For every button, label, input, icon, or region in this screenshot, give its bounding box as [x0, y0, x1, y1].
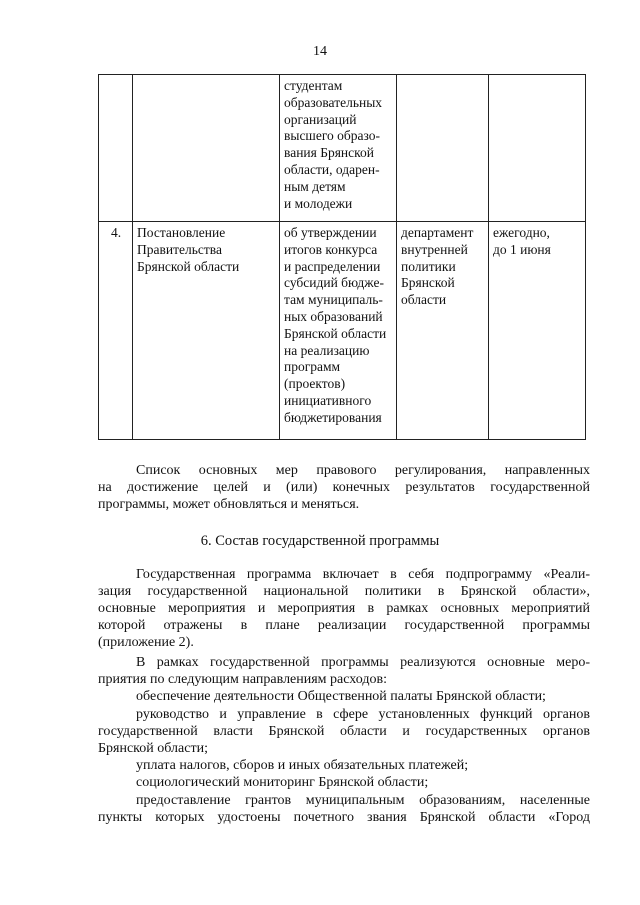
- directions-intro-line: приятия по следующим направлениям расходов:: [98, 672, 387, 687]
- table-cell-number: 4.: [99, 222, 133, 440]
- composition-line: Государственная программа включает в себя подпрограмму «Реали-: [136, 567, 590, 582]
- table-cell-document: [133, 75, 280, 222]
- composition-line: основные мероприятия и мероприятия в рамках основных мероприятий: [98, 601, 590, 616]
- table-cell-deadline: ежегодно, до 1 июня: [489, 222, 586, 440]
- legal-regulation-table: [98, 74, 586, 440]
- direction-item: обеспечение деятельности Общественной палаты Брянской области;: [136, 689, 546, 704]
- table-row: [99, 75, 586, 222]
- direction-item: предоставление грантов муниципальным образованиям, населенные: [136, 793, 590, 808]
- directions-intro-line: В рамках государственной программы реализуются основные меро-: [136, 655, 590, 670]
- table-cell-number: [99, 75, 133, 222]
- section-title: 6. Состав государственной программы: [200, 533, 440, 549]
- direction-item: Брянской области;: [98, 741, 208, 756]
- page-number: 14: [313, 44, 327, 59]
- direction-item: социологический мониторинг Брянской области;: [136, 775, 429, 790]
- note-line: программы, может обновляться и меняться.: [98, 497, 360, 512]
- direction-item: руководство и управление в сфере установленных функций органов: [136, 707, 590, 722]
- direction-item: уплата налогов, сборов и иных обязательных платежей;: [136, 758, 469, 773]
- direction-item: государственной власти Брянской области и государственных органов: [98, 724, 590, 739]
- table-cell-subject: студентам образовательных организаций высшего образо- вания Брянской области, одарен- ным детям и молодежи: [280, 75, 397, 222]
- composition-line: (приложение 2).: [98, 635, 194, 650]
- table-row: [99, 222, 586, 440]
- table-cell-deadline: [489, 75, 586, 222]
- table-cell-document: Постановление Правительства Брянской области: [133, 222, 280, 440]
- composition-line: зация государственной национальной политики в Брянской области»,: [98, 584, 590, 599]
- direction-item: пункты которых удостоены почетного звания Брянской области «Город: [98, 810, 590, 825]
- composition-line: которой отражены в плане реализации государственной программы: [98, 618, 590, 633]
- table-cell-executor: департамент внутренней политики Брянской области: [397, 222, 489, 440]
- table-cell-subject: об утверждении итогов конкурса и распределении субсидий бюдже- там муниципаль- ных образований Брянской области на реализацию программ (проектов) инициативного бюджетирования: [280, 222, 397, 440]
- table-cell-executor: [397, 75, 489, 222]
- note-line: на достижение целей и (или) конечных результатов государственной: [98, 480, 590, 495]
- note-line: Список основных мер правового регулирования, направленных: [136, 463, 590, 478]
